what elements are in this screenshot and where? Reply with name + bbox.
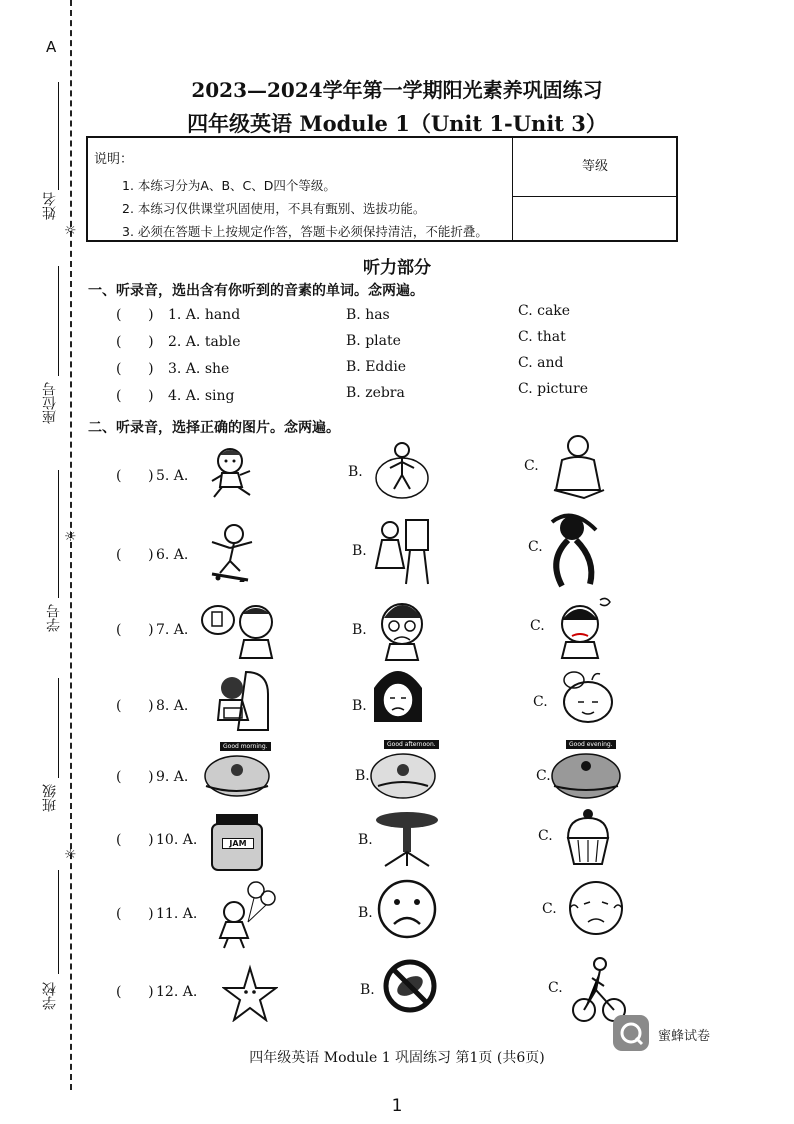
answer-blank[interactable]: ( ) (116, 468, 154, 484)
morning-scene-icon (204, 742, 270, 804)
q4-option-a: 4. A. sing (168, 388, 235, 404)
exam-subtitle: 四年级英语 Module 1（Unit 1-Unit 3） (187, 111, 607, 136)
sad-girl-icon (370, 662, 426, 738)
q1-option-c: C. cake (518, 303, 571, 319)
q9-option-c: C. (536, 768, 551, 784)
answer-blank[interactable]: ( ) (116, 906, 154, 922)
table-icon (374, 810, 440, 868)
q3-option-b: B. Eddie (346, 359, 407, 375)
girl-balloons-icon (210, 880, 276, 950)
q6-option-c: C. (528, 539, 543, 555)
sleepy-bun-icon (552, 664, 618, 732)
grade-field[interactable] (513, 197, 677, 239)
q8-option-b: B. (352, 698, 367, 714)
class-label: 班级 (42, 784, 58, 812)
seat-label: 座位号 (42, 382, 58, 424)
section1-title: 一、听录音，选出含有你听到的音素的单词。念两遍。 (88, 283, 424, 299)
jam-jar-icon (210, 812, 264, 872)
answer-blank[interactable]: ( ) (116, 547, 154, 563)
student-no-line (58, 470, 59, 598)
thirsty-boy-icon (200, 600, 280, 660)
page-number: 1 (391, 1096, 403, 1116)
q11-option-c: C. (542, 901, 557, 917)
answer-blank[interactable]: ( ) (116, 361, 154, 377)
q1-option-a: 1. A. hand (168, 307, 241, 323)
q3-option-a: 3. A. she (168, 361, 230, 377)
afternoon-scene-icon (370, 740, 436, 804)
q9-option-b: B. (355, 768, 370, 784)
q2-option-b: B. plate (346, 333, 401, 349)
answer-blank[interactable]: ( ) (116, 622, 154, 638)
boy-jumping-rope-icon (372, 440, 432, 502)
q11-option-b: B. (358, 905, 373, 921)
q12-option-c: C. (548, 980, 563, 996)
sad-face-icon (376, 878, 438, 940)
binding-dashed-line (70, 0, 72, 1090)
no-cockroach-sign-icon (382, 958, 438, 1014)
q10-option-b: B. (358, 832, 373, 848)
boy-running-icon (206, 445, 258, 503)
answer-blank[interactable]: ( ) (116, 832, 154, 848)
q10-label: 10. A. (156, 832, 198, 848)
evening-sign: Good evening. (566, 740, 616, 749)
sun-icon: ☼ (64, 847, 77, 863)
q8-option-c: C. (533, 694, 548, 710)
jam-label: JAM (222, 838, 254, 849)
answer-blank[interactable]: ( ) (116, 334, 154, 350)
section2-title: 二、听录音，选择正确的图片。念两遍。 (88, 420, 340, 436)
seat-line (58, 266, 59, 376)
q2-option-c: C. that (518, 329, 566, 345)
school-line (58, 870, 59, 974)
angry-girl-icon (550, 594, 612, 660)
crying-boy-icon (376, 598, 436, 662)
q7-option-c: C. (530, 618, 545, 634)
sun-icon: ☼ (64, 223, 77, 239)
instruction-box (86, 136, 678, 242)
q2-option-a: 2. A. table (168, 334, 241, 350)
skateboarder-icon (200, 520, 270, 582)
page-footer: 四年级英语 Module 1 巩固练习 第1页 (共6页) (249, 1050, 545, 1066)
corner-letter: A (46, 38, 57, 56)
girl-painting-icon (374, 516, 434, 586)
q4-option-c: C. picture (518, 381, 589, 397)
evening-scene-icon (550, 740, 622, 804)
listening-part-title: 听力部分 (363, 258, 431, 278)
answer-blank[interactable]: ( ) (116, 984, 154, 1000)
q5-option-c: C. (524, 458, 539, 474)
q11-label: 11. A. (156, 906, 198, 922)
q9-label: 9. A. (156, 769, 189, 785)
answer-blank[interactable]: ( ) (116, 388, 154, 404)
q8-label: 8. A. (156, 698, 189, 714)
tired-girl-sofa-icon (206, 668, 272, 732)
school-label: 学校 (42, 982, 58, 1010)
student-no-label: 学号 (46, 604, 62, 632)
q1-option-b: B. has (346, 307, 390, 323)
q3-option-c: C. and (518, 355, 564, 371)
afternoon-sign: Good afternoon. (384, 740, 439, 749)
q7-label: 7. A. (156, 622, 189, 638)
instruction-item: 2. 本练习仅供课堂巩固使用，不具有甄别、选拔功能。 (122, 201, 426, 216)
q12-option-b: B. (360, 982, 375, 998)
sick-boy-icon (566, 878, 626, 942)
watermark-text: 蜜蜂试卷 (658, 1029, 711, 1044)
q10-option-c: C. (538, 828, 553, 844)
instruction-heading: 说明： (94, 152, 134, 167)
q7-option-b: B. (352, 622, 367, 638)
man-drawing-icon (548, 432, 612, 500)
dancing-woman-icon (542, 512, 608, 588)
q4-option-b: B. zebra (346, 385, 405, 401)
q5-option-b: B. (348, 464, 363, 480)
grade-label: 等级 (513, 138, 677, 197)
q6-label: 6. A. (156, 547, 189, 563)
starfish-icon (222, 964, 278, 1022)
class-line (58, 678, 59, 778)
q5-label: 5. A. (156, 468, 189, 484)
name-label: 姓名 (42, 192, 58, 220)
instruction-item: 3. 必须在答题卡上按规定作答，答题卡必须保持清洁，不能折叠。 (122, 224, 488, 239)
answer-blank[interactable]: ( ) (116, 698, 154, 714)
exam-title: 2023—2024学年第一学期阳光素养巩固练习 (191, 78, 603, 102)
morning-sign: Good morning. (220, 742, 271, 751)
q12-label: 12. A. (156, 984, 198, 1000)
cupcake-icon (562, 806, 610, 868)
answer-blank[interactable]: ( ) (116, 769, 154, 785)
answer-blank[interactable]: ( ) (116, 307, 154, 323)
sun-icon: ☼ (64, 529, 77, 545)
q6-option-b: B. (352, 543, 367, 559)
instruction-item: 1. 本练习分为A、B、C、D四个等级。 (122, 178, 336, 193)
